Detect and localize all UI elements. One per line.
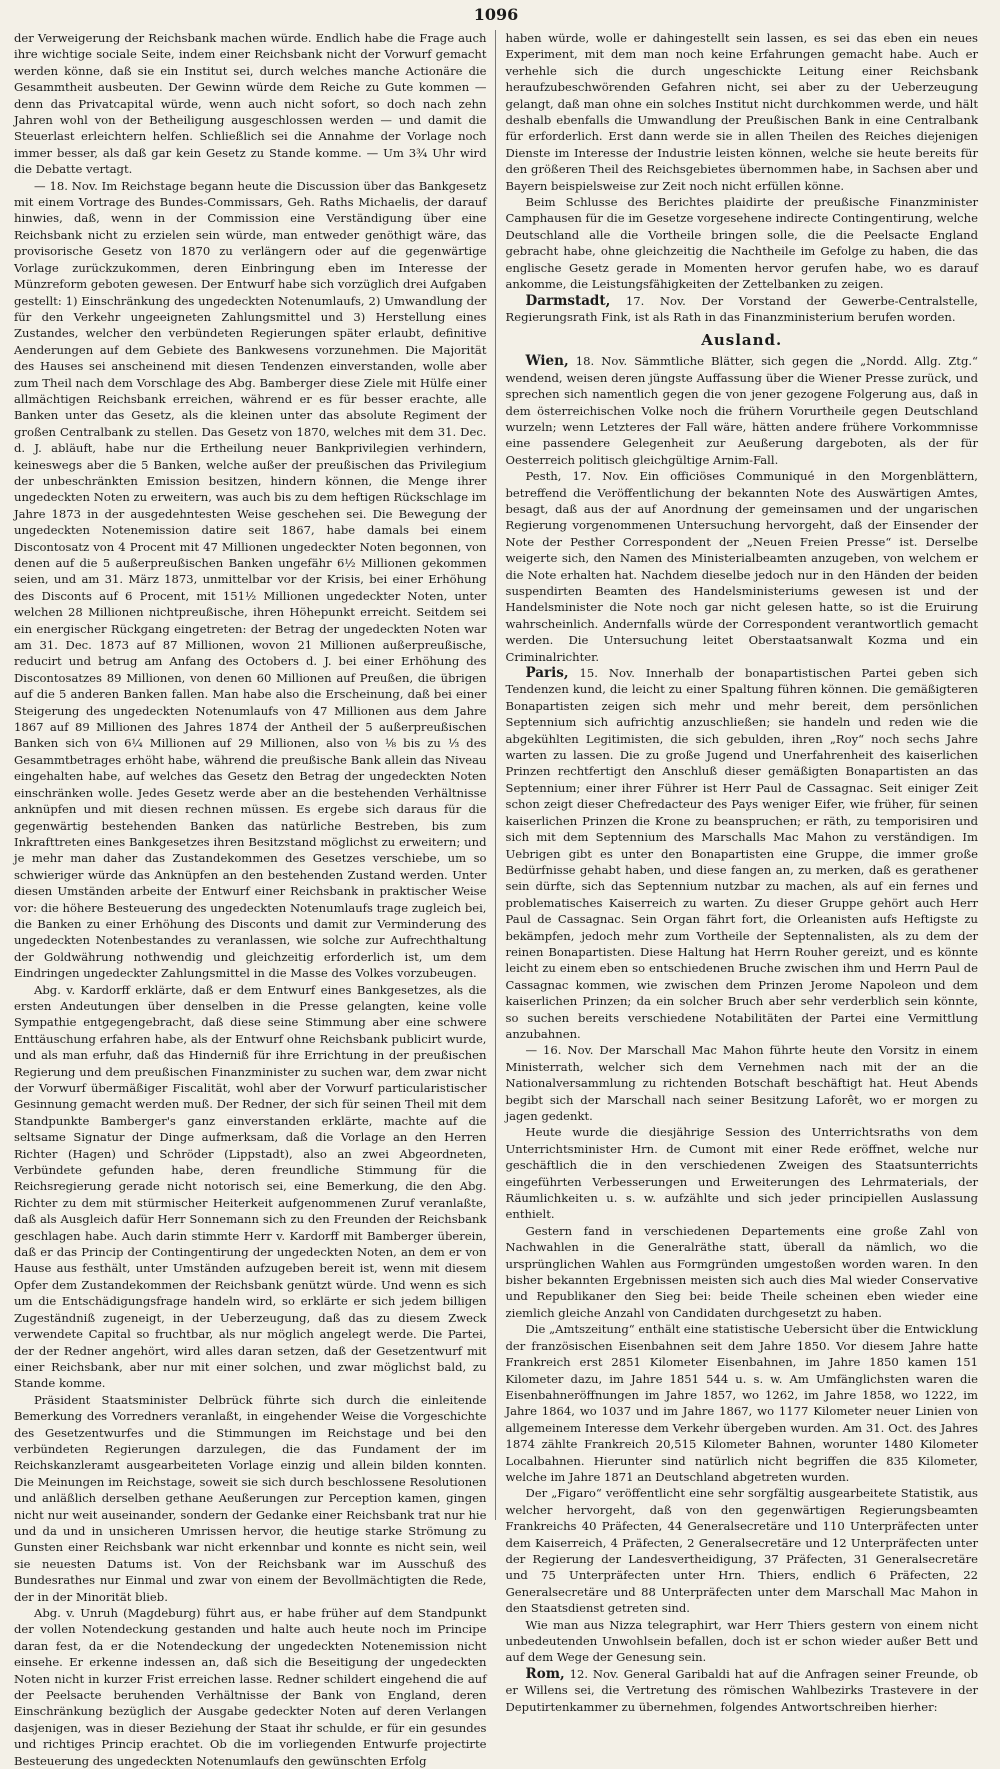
dateline-place: Darmstadt, bbox=[525, 292, 611, 309]
paragraph-text: Pesth, 17. Nov. Ein officiöses Communiqué in den Morgenblättern, betreffend die Veröffentlichung der bekannten Note des Auswärtigen Amtes, besagt, daß aus der auf Anordnung der gemeinsamen und der ungarischen Regierung vorgenommenen Untersuchung hervorgeht, daß der Einsender der Note der Pesther Correspondent der „Neuen Freien Presse“ ist. Derselbe weigerte sich, den Namen des Ministerialbeamten anzugeben, von welchem er die Note erhalten hat. Nachdem dieselbe jedoch nur in den Händen der beiden suspendirten Beamten des Handelsministeriums gewesen ist und der Handelsminister die Note noch gar nicht gelesen hatte, so ist die Eruirung wahrscheinlich. Andernfalls würde der Correspondent verantwortlich gemacht werden. Die Untersuchung leitet Oberstaatsanwalt Kozma und ein Criminalrichter. bbox=[505, 469, 978, 664]
paragraph-text: 17. Nov. Der Vorstand der Gewerbe-Centralstelle, Regierungsrath Fink, ist als Rath in das Finanzministerium berufen worden. bbox=[505, 293, 978, 324]
left-column bbox=[14, 30, 496, 1768]
article-paragraph bbox=[506, 665, 979, 1042]
dateline-place: Rom, bbox=[525, 1665, 565, 1682]
paragraph-text: 12. Nov. General Garibaldi hat auf die Anfragen seiner Freunde, ob er Willens sei, die Vertretung des römischen Wahlbezirks Trastevere in der Deputirtenkammer zu übernehmen, folgendes Antwortschreiben hierher: bbox=[505, 1666, 978, 1714]
paragraph-text: — 16. Nov. Der Marschall Mac Mahon führte heute den Vorsitz in einem Ministerrath, welcher sich dem Vernehmen nach mit der an die Nationalversammlung zu richtenden Botschaft beschäftigt hat. Heut Abends begibt sich der Marschall nach seiner Besitzung Laforêt, wo er morgen zu jagen gedenkt. bbox=[505, 1043, 978, 1123]
columns bbox=[14, 30, 978, 1768]
section-heading: Ausland. bbox=[701, 331, 783, 350]
article-paragraph bbox=[506, 1042, 979, 1124]
paragraph-text: Die „Amtszeitung“ enthält eine statistische Uebersicht über die Entwicklung der französischen Eisenbahnen seit dem Jahre 1850. Vor diesem Jahre hatte Frankreich erst 2851 Kilometer Eisenbahnen, im Jahre 1850 kamen 151 Kilometer dazu, im Jahre 1851 544 u. s. w. Am Umfänglichsten waren die Eisenbahneröffnungen im Jahre 1857, wo 1262, im Jahre 1858, wo 1222, im Jahre 1864, wo 1037 und im Jahre 1867, wo 1177 Kilometer neuer Linien von allgemeinem Interesse dem Verkehr übergeben wurden. Am 31. Oct. des Jahres 1874 zählte Frankreich 20,515 Kilometer Bahnen, worunter 1480 Kilometer Localbahnen. Hierunter sind natürlich nicht begriffen die 835 Kilometer, welche im Jahre 1871 an Deutschland abgetreten wurden. bbox=[505, 1322, 978, 1484]
article-paragraph bbox=[506, 1666, 979, 1715]
article-paragraph: der Verweigerung der Reichsbank machen würde. Endlich habe die Frage auch ihre wichtige sociale Seite, indem einer Reichsbank nicht der Vorwurf gemacht werden könne, daß sie ein Institut sei, durch welches manche Actionäre die Gesammtheit ausbeuten. Der Gewinn würde dem Reiche zu Gute kommen — denn das Privatcapital würde, wenn auch nicht sofort, so doch nach zehn Jahren wohl von der Betheiligung ausgeschlossen werden — und damit die Steuerlast erleichtern helfen. Schließlich sei die Annahme der Vorlage noch immer besser, als daß gar kein Gesetz zu Stande komme. — Um 3¾ Uhr wird die Debatte vertagt. bbox=[14, 31, 487, 177]
paragraph-text: Gestern fand in verschiedenen Departements eine große Zahl von Nachwahlen in die Generalräthe statt, überall da nämlich, wo die ursprünglichen Wahlen aus Formgründen umgestoßen worden waren. In den bisher bekannten Ergebnissen meisten sich auch dies Mal wieder Conservative und Republikaner den Sieg bei: beide Theile scheinen eben wieder eine ziemlich gleiche Anzahl von Candidaten durchgesetzt zu haben. bbox=[505, 1223, 978, 1320]
article-paragraph bbox=[506, 1485, 979, 1616]
article-paragraph bbox=[506, 194, 979, 292]
article-paragraph: Abg. v. Unruh (Magdeburg) führt aus, er habe früher auf dem Standpunkt der vollen Notendeckung gestanden und halte auch heute noch im Principe daran fest, da er die Notendeckung der ungedeckten Notenemission nicht einsehe. Er erkenne indessen an, daß sich die Beseitigung der ungedeckten Noten nicht in kurzer Frist erreichen lasse. Redner schildert eingehend die auf der Peelsacte beruhenden Verhältnisse der Bank von England, deren Einschränkung bezüglich der Ausgabe gedeckter Noten auf deren Verlangen dasjenigen, was in dieser Beziehung der Staat ihr schulde, er für ein gesundes und richtiges Princip erachtet. Ob die im vorliegenden Entwurfe projectirte Besteuerung des ungedeckten Notenumlaufs den gewünschten Erfolg bbox=[14, 1606, 487, 1768]
dateline-place: Paris, bbox=[525, 665, 569, 682]
article-paragraph bbox=[506, 1321, 979, 1485]
article-paragraph: — 18. Nov. Im Reichstage begann heute die Discussion über das Bankgesetz mit einem Vortrage des Bundes-Commissars, Geh. Raths Michaelis, der darauf hinwies, daß, wenn in der Commission eine Verständigung über eine Reichsbank nicht zu erzielen sein würde, man entweder genöthigt wäre, das provisorische Gesetz von 1870 zu verlängern oder auf die gegenwärtige Vorlage zurückzukommen, deren Einbringung eben im Interesse der Münzreform geboten gewesen. Der Entwurf habe sich vorzüglich drei Aufgaben gestellt: 1) Einschränkung des ungedeckten Notenumlaufs, 2) Umwandlung der für den Verkehr ungeeigneten Zahlungsmittel und 3) Herstellung eines Zustandes, welcher den verbündeten Regierungen später erlaubt, definitive Aenderungen auf dem Gebiete des Bankwesens vorzunehmen. Die Majorität des Hauses sei anscheinend mit diesen Tendenzen einverstanden, wolle aber zum Theil nach dem Vorschlage des Abg. Bamberger diese Ziele mit Hülfe einer allmächtigen Reichsbank erreichen, während er es für besser erachte, alle Banken unter das Gesetz, als die kleinen unter das absolute Regiment der großen Centralbank zu stellen. Das Gesetz von 1870, welches mit dem 31. Dec. d. J. abläuft, habe nur die Ertheilung neuer Bankprivilegien verhindern, keineswegs aber die 5 Banken, welche außer der preußischen das Privilegium der unbeschränkten Emission besitzen, hindern können, die Menge ihrer ungedeckten Noten zu erweitern, was auch bis zu dem heftigen Rückschlage im Jahre 1873 in der ausgedehntesten Weise geschehen sei. Die Bewegung der ungedeckten Notenemission datire seit 1867, habe damals bei einem Discontosatz von 4 Procent mit 47 Millionen ungedeckter Noten begonnen, von denen auf die 5 außerpreußischen Banken ungefähr 6½ Millionen gekommen seien, und am 31. März 1873, unmittelbar vor der Krisis, bei einer Erhöhung des Disconts auf 6 Procent, mit 151½ Millionen ungedeckter Noten, unter welchen 28 Millionen nichtpreußische, ihren Höhepunkt erreicht. Seitdem sei ein energischer Rückgang eingetreten: der Betrag der ungedeckten Noten war am 31. Dec. 1873 auf 87 Millionen, wovon 21 Millionen außerpreußische, reducirt und betrug am Anfang des Octobers d. J. bei einer Erhöhung des Discontosatzes 89 Millionen, von denen 60 Millionen auf Preußen, die übrigen auf die 5 anderen Banken fallen. Man habe also die Erscheinung, daß bei einer Steigerung des ungedeckten Notenumlaufs von 47 Millionen aus dem Jahre 1867 auf 89 Millionen des Jahres 1874 der Antheil der 5 außerpreußischen Banken sich von 6¼ Millionen auf 29 Millionen, also von ⅛ bis zu ⅓ des Gesammtbetrages erhöht habe, während die preußische Bank allein das Niveau eingehalten habe, auf welches das Gesetz den Betrag der ungedeckten Noten einschränken wolle. Jedes Gesetz werde aber an die bestehenden Verhältnisse anknüpfen und mit diesen rechnen müssen. Es ergebe sich daraus für die gegenwärtig bestehenden Banken das natürliche Bestreben, bis zum Inkrafttreten eines Bankgesetzes ihren Besitzstand möglichst zu erweitern; und je mehr man daher das Zustandekommen des Gesetzes verschiebe, um so schwieriger würde das Anknüpfen an den bestehenden Zustand werden. Unter diesen Umständen arbeite der Entwurf einer Reichsbank in praktischer Weise vor: die höhere Besteuerung des ungedeckten Notenumlaufs trage zugleich bei, die Banken zu einer Erhöhung des Disconts und damit zur Verminderung des ungedeckten Notenbestandes zu veranlassen, wie solche zur Aufrechthaltung der Goldwährung nothwendig und gleichzeitig erforderlich ist, um dem Eindringen ungedeckter Zahlungsmittel in die Masse des Volkes vorzubeugen. bbox=[14, 178, 487, 981]
article-paragraph: Präsident Staatsminister Delbrück führte sich durch die einleitende Bemerkung des Vorredners veranlaßt, in eingehender Weise die Vorgeschichte des Gesetzentwurfes und die Stimmungen im Reichstage und bei den verbündeten Regierungen darzulegen, die das Fundament der im Reichskanzleramt ausgearbeiteten Vorlage einzig und allein bilden konnten. Die Meinungen im Reichstage, soweit sie sich durch beschlossene Resolutionen und anläßlich derselben gethane Aeußerungen zur Perception kamen, gingen nicht nur weit auseinander, sondern der Gedanke einer Reichsbank trat nur hie und da und in unsicheren Umrissen hervor, die heutige starke Strömung zu Gunsten einer Reichsbank war nicht erkennbar und konnte es nicht sein, weil sie neuesten Datums ist. Von der Reichsbank war im Ausschuß des Bundesrathes nur Einmal und zwar von einem der Bevollmächtigten die Rede, der in der Minorität blieb. bbox=[14, 1392, 487, 1604]
paragraph-text: 18. Nov. Sämmtliche Blätter, sich gegen die „Nordd. Allg. Ztg.“ wendend, weisen deren jüngste Auffassung über die Wiener Presse zurück, und sprechen sich namentlich gegen die von jener gezogene Folgerung aus, daß in dem österreichischen Volke noch die frühern Vorurtheile gegen Deutschland wurzeln; wenn Letzteres der Fall wäre, hätten andere frühere Vorkommnisse eine passendere Gelegenheit zur Aeußerung dargeboten, als der für Oesterreich politisch gleichgültige Arnim-Fall. bbox=[505, 354, 978, 467]
paragraph-text: Beim Schlusse des Berichtes plaidirte der preußische Finanzminister Camphausen für die im Gesetze vorgesehene indirecte Contingentirung, welche Deutschland alle die Vortheile bringen solle, die die Peelsacte England gebracht habe, ohne gleichzeitig die Nachtheile im Gefolge zu haben, die das englische Gesetz gerade in Momenten hervor gerufen habe, wo es darauf ankomme, die Leistungsfähigkeiten der Zettelbanken zu zeigen. bbox=[505, 195, 978, 292]
article-paragraph bbox=[506, 1223, 979, 1321]
article-paragraph bbox=[506, 1124, 979, 1222]
article-paragraph bbox=[506, 353, 979, 468]
right-column bbox=[505, 30, 979, 1714]
paragraph-text: Wie man aus Nizza telegraphirt, war Herr Thiers gestern von einem nicht unbedeutenden Unwohlsein befallen, doch ist er schon wieder außer Bett und auf dem Wege der Genesung sein. bbox=[505, 1617, 978, 1665]
paragraph-text: 15. Nov. Innerhalb der bonapartistischen Partei geben sich Tendenzen kund, die leicht zu einer Spaltung führen können. Die gemäßigteren Bonapartisten zeigen sich mehr und mehr bereit, dem persönlichen Septennium sich aufrichtig anzuschließen; sie handeln und reden wie die abgekühlten Legitimisten, die sich gebulden, ihren „Roy“ noch sechs Jahre warten zu lassen. Die zu große Jugend und Unerfahrenheit des kaiserlichen Prinzen rechtfertigt den Anschluß dieser gemäßigten Bonapartisten an das Septennium; einer ihrer Führer ist Herr Paul de Cassagnac. Seit einiger Zeit schon zeigt dieser Chefredacteur des Pays weniger Eifer, wie früher, für seinen kaiserlichen Prinzen die Krone zu beanspruchen; er räth, zu temporisiren und sich mit dem Septennium des Marschalls Mac Mahon zu verständigen. Im Uebrigen gibt es unter den Bonapartisten eine Gruppe, die immer große Bedürfnisse gehabt haben, und diese fangen an, zu merken, daß es gerathener sein dürfte, sich das Septennium nutzbar zu machen, als auf ein fernes und problematisches Kaiserreich zu warten. Zu dieser Gruppe gehört auch Herr Paul de Cassagnac. Sein Organ fährt fort, die Orleanisten aufs Heftigste zu bekämpfen, jedoch mehr zum Vortheile der Septennalisten, als zu dem der reinen Bonapartisten. Diese Haltung hat Herrn Rouher gereizt, und es könnte leicht zu einem eben so entschiedenen Bruche zwischen ihm und Herrn Paul de Cassagnac kommen, wie zwischen dem Prinzen Jerome Napoleon und dem kaiserlichen Prinzen; da ein solcher Bruch aber sehr verderblich sein könnte, so suchen bereits verschiedene Notabilitäten der Partei eine Vermittlung anzubahnen. bbox=[505, 666, 978, 1041]
article-paragraph bbox=[506, 293, 979, 326]
dateline-place: Wien, bbox=[525, 353, 569, 370]
paragraph-text: Heute wurde die diesjährige Session des Unterrichtsraths von dem Unterrichtsminister Hrn. de Cumont mit einer Rede eröffnet, welche nur geschäftlich die in den verschiedenen Zweigen des Staatsunterrichts eingeführten Verbesserungen und Erweiterungen des Lehrmaterials, der Räumlichkeiten u. s. w. aufzählte und sich jeder principiellen Auslassung enthielt. bbox=[505, 1125, 978, 1222]
paragraph-text: haben würde, wolle er dahingestellt sein lassen, es sei das eben ein neues Experiment, mit dem man noch keine Erfahrungen gemacht habe. Auch er verhehle sich die durch ungeschickte Leitung einer Reichsbank heraufzubeschwörenden Gefahren nicht, sei aber zu der Ueberzeugung gelangt, daß man ohne ein solches Institut nicht durchkommen werde, und hält deshalb ebenfalls die Umwandlung der Preußischen Bank in eine Centralbank für erforderlich. Erst dann werde sie in allen Theilen des Reiches diejenigen Dienste im Interesse der Industrie leisten können, welche sie heute bereits für den größeren Theil des Reichsgebietes übernommen habe, in Sachsen aber und Bayern beispielsweise zur Zeit noch nicht erfüllen könne. bbox=[505, 31, 978, 193]
paragraph-text: Der „Figaro“ veröffentlicht eine sehr sorgfältig ausgearbeitete Statistik, aus welcher hervorgeht, daß von den gegenwärtigen Regierungsbeamten Frankreichs 40 Präfecten, 44 Generalsecretäre und 110 Unterpräfecten unter dem Kaiserreich, 4 Präfecten, 2 Generalsecretäre und 12 Unterpräfecten unter der Regierung der Landesvertheidigung, 37 Präfecten, 31 Generalsecretäre und 75 Unterpräfecten unter Hrn. Thiers, endlich 6 Präfecten, 22 Generalsecretäre und 88 Unterpräfecten unter dem Marschall Mac Mahon in den Staatsdienst getreten sind. bbox=[505, 1486, 978, 1616]
article-paragraph bbox=[506, 1617, 979, 1666]
page-number: 1096 bbox=[473, 5, 519, 24]
article-paragraph bbox=[506, 30, 979, 194]
article-paragraph: Abg. v. Kardorff erklärte, daß er dem Entwurf eines Bankgesetzes, als die ersten Andeutungen über denselben in die Presse gelangten, keine volle Sympathie entgegengebracht, daß diese seine Stimmung aber eine schwere Enttäuschung erfahren habe, als der Entwurf ohne Reichsbank publicirt wurde, und als man erfuhr, daß das Hinderniß für ihre Errichtung in der preußischen Regierung und dem preußischen Finanzminister zu suchen war, dem zwar nicht der Vorwurf übermäßiger Fiscalität, wohl aber der Vorwurf particularistischer Gesinnung gemacht werden muß. Der Redner, der sich für seinen Theil mit dem Standpunkte Bamberger's ganz einverstanden erklärte, machte auf die seltsame Signatur der Dinge aufmerksam, daß die Vorlage an den Herren Richter (Hagen) und Schröder (Lippstadt), also an zwei Abgeordneten, Verbündete gefunden habe, deren freundliche Stimmung für die Reichsregierung gerade nicht notorisch sei, eine Bemerkung, die den Abg. Richter zu dem mit stürmischer Heiterkeit aufgenommenen Zuruf veranlaßte, daß als Ausgleich dafür Herr Sonnemann sich zu den Freunden der Reichsbank geschlagen habe. Auch darin stimmte Herr v. Kardorff mit Bamberger überein, daß er das Princip der Contingentirung der ungedeckten Noten, an dem er von Hause aus festhält, unter Umständen aufzugeben bereit ist, wenn mit diesem Opfer dem Zustandekommen der Reichsbank genützt würde. Und wenn es sich um die Entschädigungsfrage handeln wird, so erklärte er sich jedem billigen Zugeständniß zugeneigt, in der Ueberzeugung, daß das zu diesem Zweck verwendete Capital so fruchtbar, als nur möglich angelegt werde. Die Partei, der der Redner angehört, wird alles daran setzen, daß der Gesetzentwurf mit einer Reichsbank, aber nur mit einer solchen, und zwar möglichst bald, zu Stande komme. bbox=[14, 982, 487, 1391]
article-paragraph bbox=[506, 468, 979, 665]
